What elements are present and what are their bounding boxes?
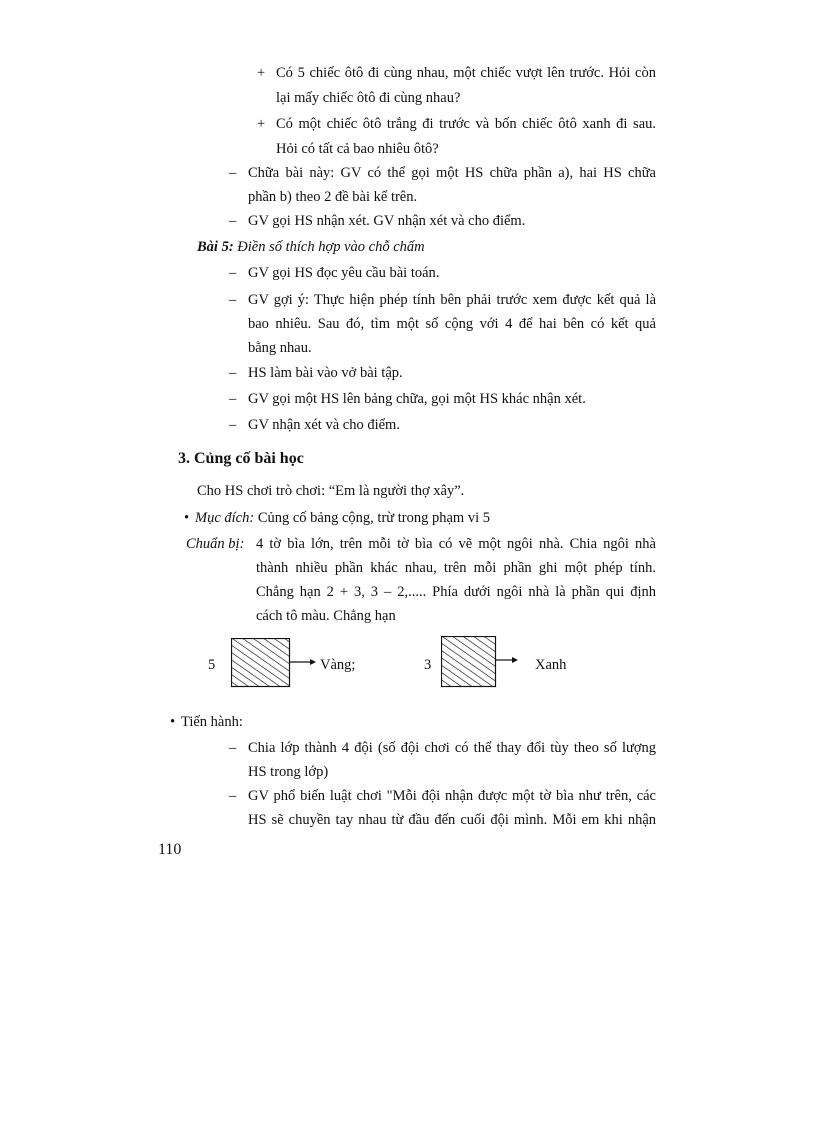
section-intro: Cho HS chơi trò chơi: “Em là người thợ xây”. (197, 483, 465, 499)
ex4-item-1-line-1: Chữa bài này: GV có thể gọi một HS chữa phần a), hai HS chữa (248, 165, 656, 181)
procedure-item-1-line-1: Chia lớp thành 4 đội (số đội chơi có thể thay đổi tùy theo số lượng (248, 740, 656, 756)
dash-bullet: – (229, 417, 237, 433)
hatched-square-right (441, 636, 497, 688)
section-heading: 3. Củng cố bài học (178, 450, 304, 467)
dash-bullet: – (229, 265, 237, 281)
arrow-right-icon (496, 654, 518, 666)
arrow-right-icon (290, 656, 316, 668)
dash-bullet: – (229, 788, 237, 804)
exercise-5-heading: Điền số thích hợp vào chỗ chấm (237, 239, 425, 255)
page-number: 110 (158, 841, 182, 858)
procedure-label: Tiến hành: (181, 714, 243, 730)
dash-bullet: – (229, 391, 237, 407)
dash-bullet: – (229, 213, 237, 229)
ex4-item-2: GV gọi HS nhận xét. GV nhận xét và cho điểm. (248, 213, 526, 229)
plus-bullet: + (257, 65, 266, 81)
dash-bullet: – (229, 740, 237, 756)
prep-line-2: thành nhiều phần khác nhau, trên mỗi phần ghi một phép tính. (256, 560, 656, 576)
procedure-item-2-line-2: HS sẽ chuyền tay nhau từ đầu đến cuối đội mình. Mỗi em khi nhận (248, 812, 656, 828)
dash-bullet: – (229, 292, 237, 308)
exercise-5-label: Bài 5: (197, 239, 234, 255)
example-left-number: 5 (208, 657, 216, 673)
ex5-item-5: GV nhận xét và cho điểm. (248, 417, 400, 433)
exercise-5-title (197, 238, 425, 256)
prep-line-3: Chẳng hạn 2 + 3, 3 – 2,..... Phía dưới ngôi nhà là phần qui định (256, 584, 656, 600)
sub-item-b-line-2: Hỏi có tất cả bao nhiêu ôtô? (276, 141, 439, 157)
dash-bullet: – (229, 165, 237, 181)
example-right-color: Xanh (535, 657, 567, 673)
example-left-color: Vàng; (320, 657, 356, 673)
plus-bullet: + (257, 116, 266, 132)
ex5-item-1: GV gọi HS đọc yêu cầu bài toán. (248, 265, 440, 281)
hatched-square-left (231, 638, 291, 688)
prep-line-1: 4 tờ bìa lớn, trên mỗi tờ bìa có vẽ một ngôi nhà. Chia ngôi nhà (256, 536, 656, 552)
ex5-item-2-line-1: GV gợi ý: Thực hiện phép tính bên phải trước xem được kết quả là (248, 292, 656, 308)
purpose-label: Mục đích: (195, 510, 255, 526)
procedure-item-2-line-1: GV phổ biến luật chơi "Mỗi đội nhận được một tờ bìa như trên, các (248, 788, 656, 804)
example-right-number: 3 (424, 657, 432, 673)
ex5-item-4: GV gọi một HS lên bảng chữa, gọi một HS khác nhận xét. (248, 391, 586, 407)
ex5-item-2-line-2: bao nhiêu. Sau đó, tìm một số cộng với 4 để hai bên có kết quả (248, 316, 656, 332)
sub-item-b-line-1: Có một chiếc ôtô trắng đi trước và bốn chiếc ôtô xanh đi sau. (276, 116, 656, 132)
purpose-text: Củng cố bảng cộng, trừ trong phạm vi 5 (257, 510, 490, 526)
dot-bullet: • (170, 714, 176, 730)
ex4-item-1-line-2: phần b) theo 2 đề bài kể trên. (248, 189, 418, 205)
prep-line-4: cách tô màu. Chẳng hạn (256, 608, 396, 624)
ex5-item-2-line-3: bằng nhau. (248, 340, 312, 356)
prep-label: Chuẩn bị: (186, 536, 245, 552)
dot-bullet: • (184, 510, 190, 526)
purpose-line (195, 509, 490, 527)
sub-item-a-line-2: lại mấy chiếc ôtô đi cùng nhau? (276, 90, 461, 106)
sub-item-a-line-1: Có 5 chiếc ôtô đi cùng nhau, một chiếc vượt lên trước. Hỏi còn (276, 65, 656, 81)
procedure-item-1-line-2: HS trong lớp) (248, 764, 329, 780)
ex5-item-3: HS làm bài vào vở bài tập. (248, 365, 403, 381)
dash-bullet: – (229, 365, 237, 381)
